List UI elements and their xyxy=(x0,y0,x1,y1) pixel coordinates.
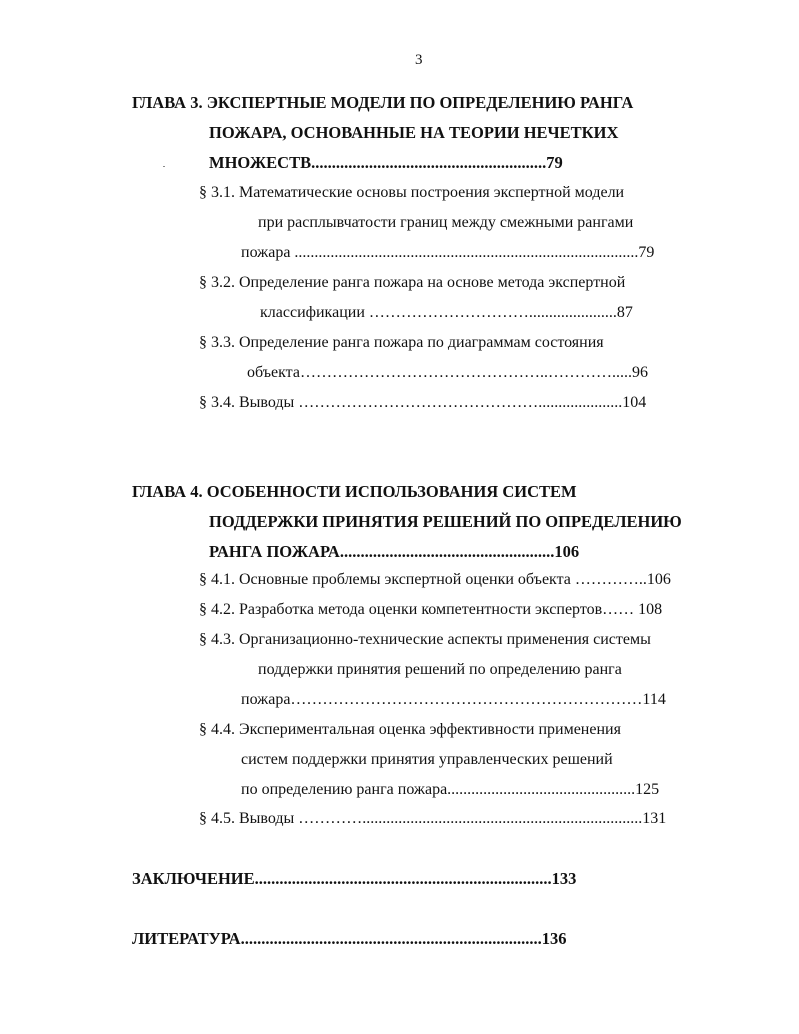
chapter3-title-line3: МНОЖЕСТВ.........................................................79 xyxy=(209,153,563,172)
section-4-2-line1: § 4.2. Разработка метода оценки компетентности экспертов…… 108 xyxy=(199,601,663,618)
chapter3-title-line1: ГЛАВА 3. ЭКСПЕРТНЫЕ МОДЕЛИ ПО ОПРЕДЕЛЕНИЮ РАНГА xyxy=(132,93,634,112)
section-4-5-line1: § 4.5. Выводы …………......................................................................131 xyxy=(199,810,667,827)
section-4-3-line1: § 4.3. Организационно-технические аспекты применения системы xyxy=(199,631,651,648)
section-4-3-line2: поддержки принятия решений по определению ранга xyxy=(258,661,622,678)
section-4-1-line1: § 4.1. Основные проблемы экспертной оценки объекта …………..106 xyxy=(199,571,671,588)
section-4-4-line2: систем поддержки принятия управленческих решений xyxy=(241,751,613,768)
section-3-3-line2: объекта………………………………………..………….....96 xyxy=(247,364,648,381)
section-3-1-line2: при расплывчатости границ между смежными рангами xyxy=(258,214,634,231)
section-4-4-line3: по определению ранга пожара...............................................125 xyxy=(241,781,660,798)
section-4-3-line3: пожара…………………………………………………………114 xyxy=(241,691,666,708)
scan-speck xyxy=(163,166,165,167)
section-3-3-line1: § 3.3. Определение ранга пожара по диаграммам состояния xyxy=(199,334,604,351)
chapter4-title-line1: ГЛАВА 4. ОСОБЕННОСТИ ИСПОЛЬЗОВАНИЯ СИСТЕМ xyxy=(132,482,577,501)
page-number: 3 xyxy=(415,52,423,68)
literature-entry: ЛИТЕРАТУРА.........................................................................136 xyxy=(132,929,567,948)
section-4-4-line1: § 4.4. Экспериментальная оценка эффективности применения xyxy=(199,721,621,738)
section-3-2-line1: § 3.2. Определение ранга пожара на основе метода экспертной xyxy=(199,274,626,291)
section-3-2-line2: классификации …………………………......................87 xyxy=(260,304,633,321)
chapter4-title-line3: РАНГА ПОЖАРА....................................................106 xyxy=(209,542,580,561)
conclusion-entry: ЗАКЛЮЧЕНИЕ........................................................................133 xyxy=(132,869,577,888)
section-3-4-line1: § 3.4. Выводы ……………………………………….....................104 xyxy=(199,394,647,411)
section-3-1-line3: пожара ......................................................................................79 xyxy=(241,244,655,261)
section-3-1-line1: § 3.1. Математические основы построения экспертной модели xyxy=(199,184,625,201)
chapter4-title-line2: ПОДДЕРЖКИ ПРИНЯТИЯ РЕШЕНИЙ ПО ОПРЕДЕЛЕНИЮ xyxy=(209,512,682,531)
chapter3-title-line2: ПОЖАРА, ОСНОВАННЫЕ НА ТЕОРИИ НЕЧЕТКИХ xyxy=(209,123,619,142)
